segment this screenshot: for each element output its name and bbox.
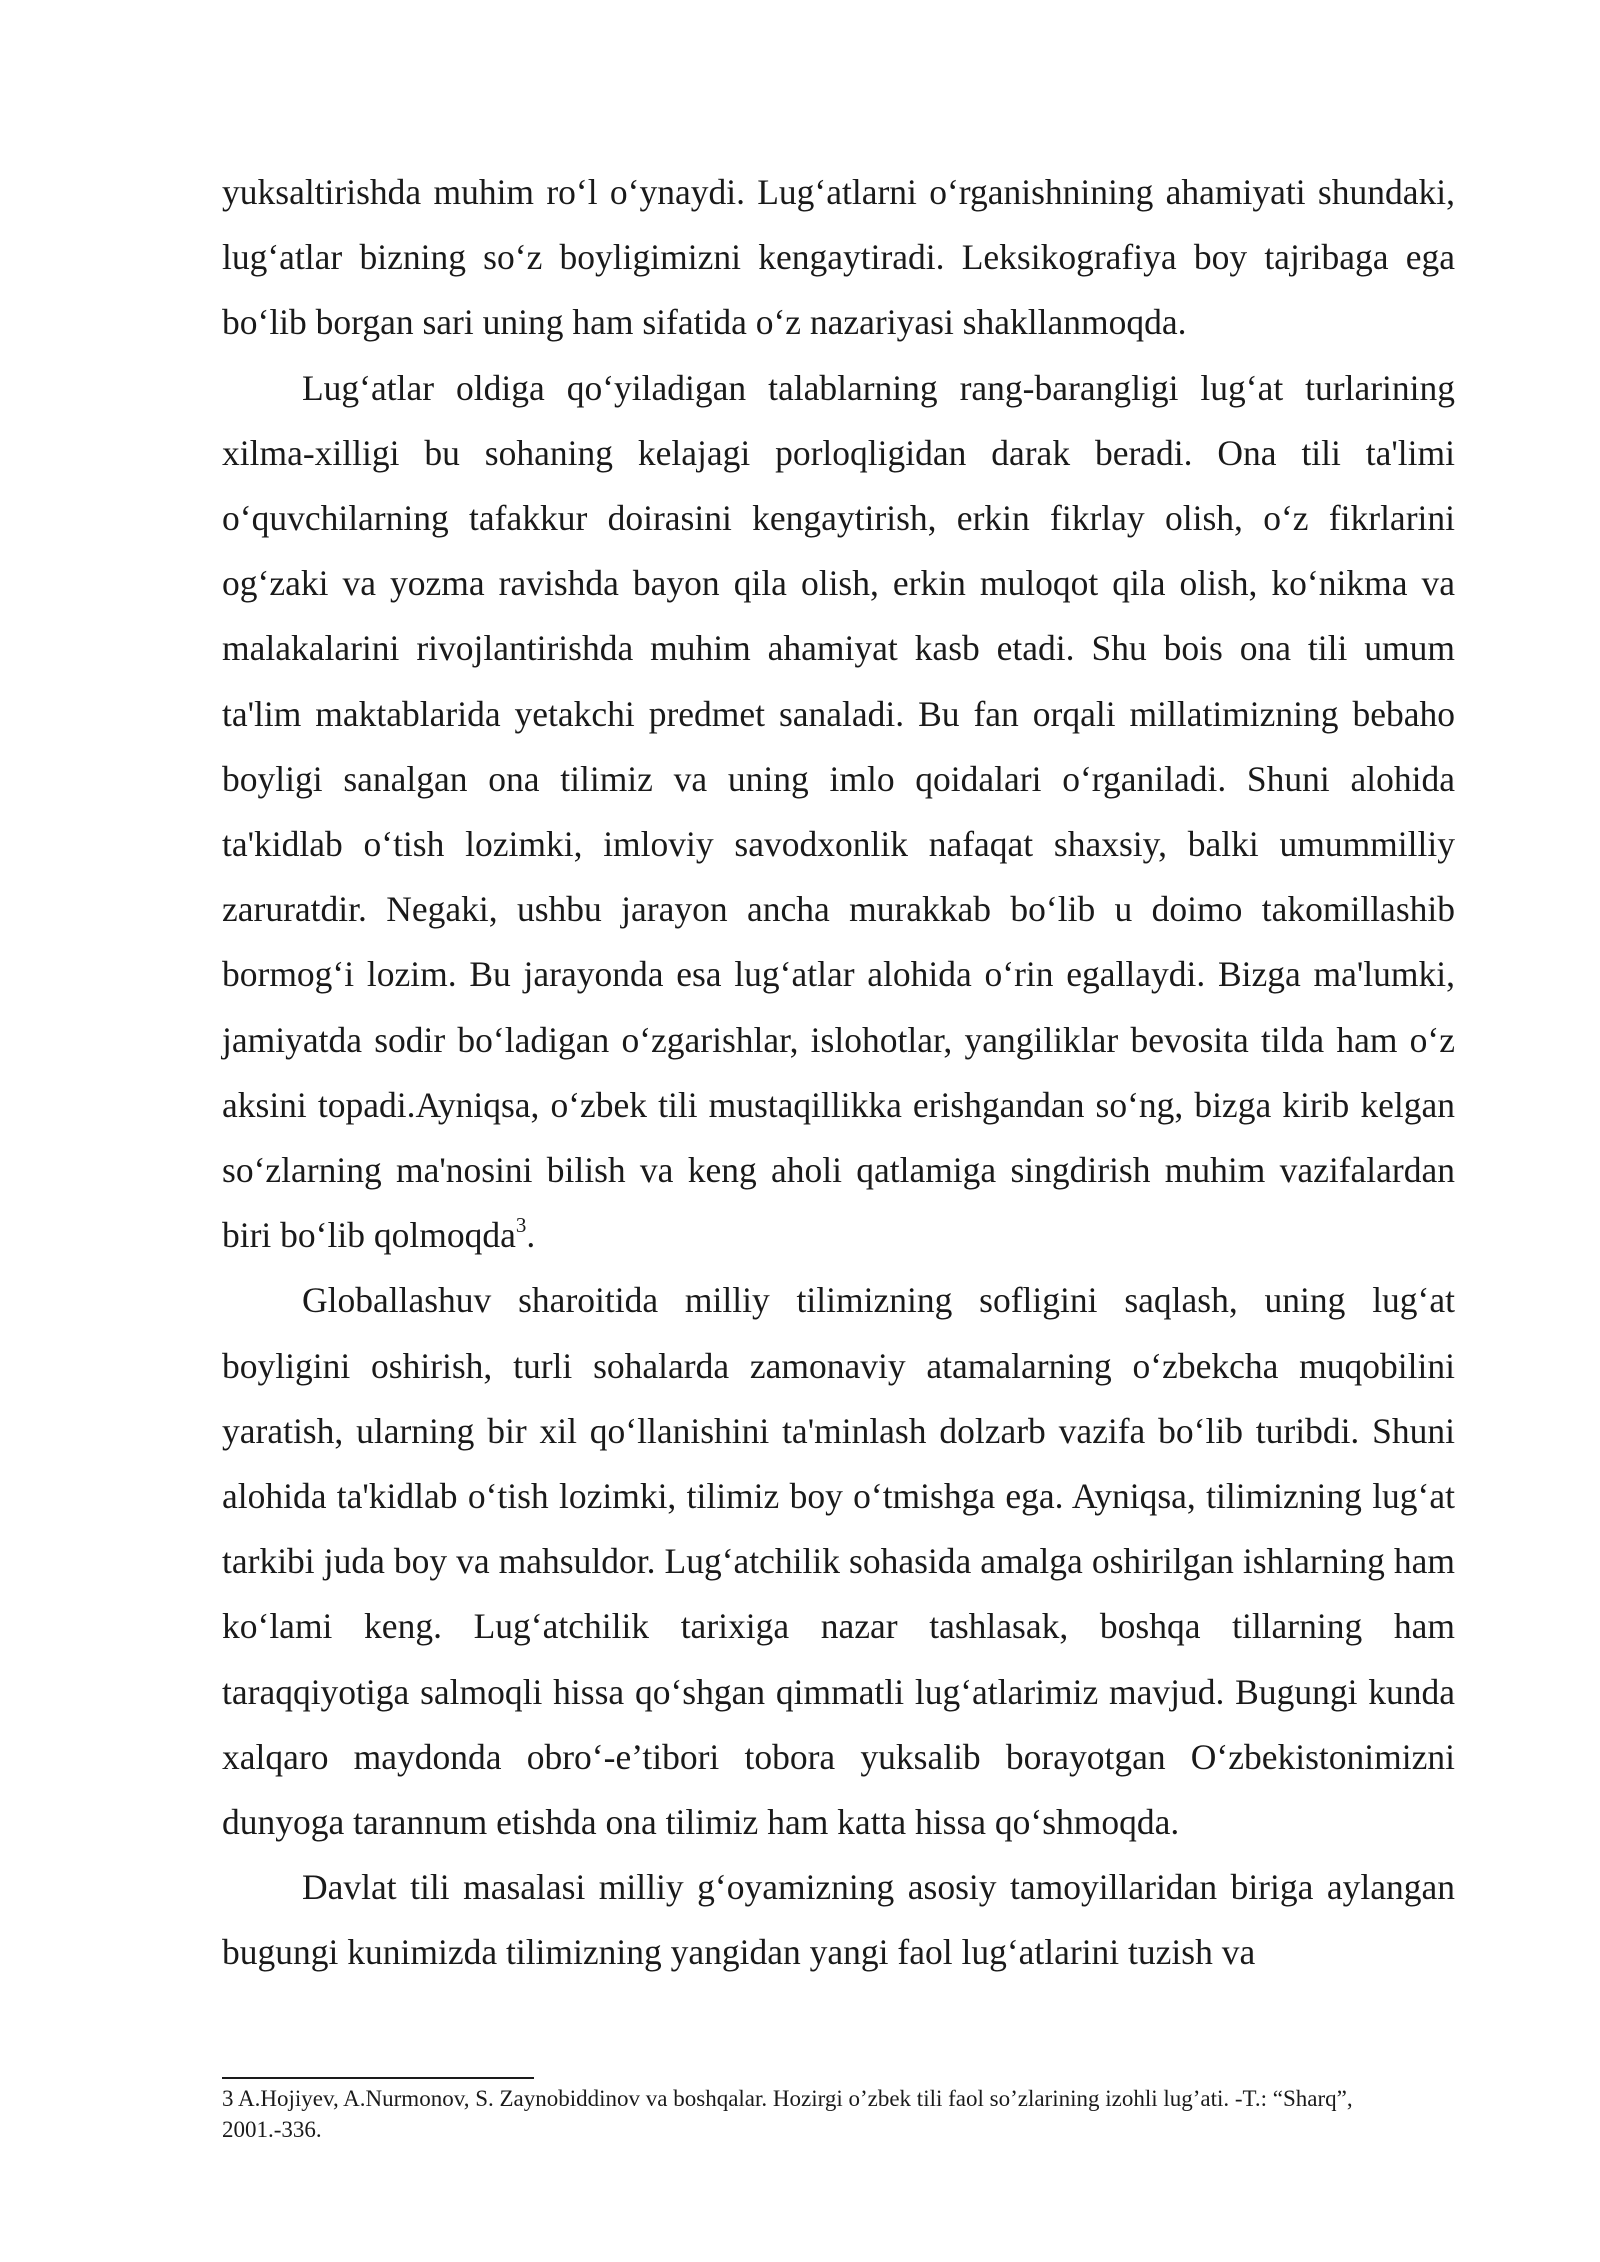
paragraph-4 xyxy=(222,1855,1455,1985)
paragraph-3-text: Globallashuv sharoitida milliy tilimizning sofligini saqlash, uning lug‘at boyligini oshirish, turli sohalarda zamonaviy atamalarning o‘zbekcha muqobilini yaratish, ularning bir xil qo‘llanishini ta'minlash dolzarb vazifa bo‘lib turibdi. Shuni alohida ta'kidlab o‘tish lozimki, tilimiz boy o‘tmishga ega. Ayniqsa, tilimizning lug‘at tarkibi juda boy va mahsuldor. Lug‘atchilik sohasida amalga oshirilgan ishlarning ham ko‘lami keng. Lug‘atchilik tarixiga nazar tashlasak, boshqa tillarning ham taraqqiyotiga salmoqli hissa qo‘shgan qimmatli lug‘atlarimiz mavjud. Bugungi kunda xalqaro maydonda obro‘-e’tibori tobora yuksalib borayotgan O‘zbekistonimizni dunyoga tarannum etishda ona tilimiz ham katta hissa qo‘shmoqda. xyxy=(222,1280,1455,1843)
paragraph-2-text: Lug‘atlar oldiga qo‘yiladigan talablarning rang-barangligi lug‘at turlarining xilma-xilligi bu sohaning kelajagi porloqligidan darak beradi. Ona tili ta'limi o‘quvchilarning tafakkur doirasini kengaytirish, erkin fikrlay olish, o‘z fikrlarini og‘zaki va yozma ravishda bayon qila olish, erkin muloqot qila olish, ko‘nikma va malakalarini rivojlantirishda muhim ahamiyat kasb etadi. Shu bois ona tili umum ta'lim maktablarida yetakchi predmet sanaladi. Bu fan orqali millatimizning bebaho boyligi sanalgan ona tilimiz va uning imlo qoidalari o‘rganiladi. Shuni alohida ta'kidlab o‘tish lozimki, imloviy savodxonlik nafaqat shaxsiy, balki umummilliy zaruratdir. Negaki, ushbu jarayon ancha murakkab bo‘lib u doimo takomillashib bormog‘i lozim. Bu jarayonda esa lug‘atlar alohida o‘rin egallaydi. Bizga ma'lumki, jamiyatda sodir bo‘ladigan o‘zgarishlar, islohotlar, yangiliklar bevosita tilda ham o‘z aksini topadi.Ayniqsa, o‘zbek tili mustaqillikka erishgandan so‘ng, bizga kirib kelgan so‘zlarning ma'nosini bilish va keng aholi qatlamiga singdirish muhim vazifalardan biri bo‘lib qolmoqda xyxy=(222,367,1455,1256)
document-body xyxy=(222,160,1455,1986)
paragraph-1 xyxy=(222,160,1455,356)
footnote xyxy=(222,2083,1455,2145)
paragraph-3 xyxy=(222,1268,1455,1855)
paragraph-2-end: . xyxy=(526,1215,536,1256)
footnote-reference[interactable]: 3 xyxy=(515,1213,527,1238)
footnote-text: 3 A.Hojiyev, A.Nurmonov, S. Zaynobiddinov va boshqalar. Hozirgi o’zbek tili faol so’zlarining izohli lug’ati. -T.: “Sharq”, 2001.-336. xyxy=(222,2086,1353,2142)
paragraph-1-text: yuksaltirishda muhim ro‘l o‘ynaydi. Lug‘atlarni o‘rganishnining ahamiyati shundaki, lug‘atlar bizning so‘z boyligimizni kengaytiradi. Leksikografiya boy tajribaga ega bo‘lib borgan sari uning ham sifatida o‘z nazariyasi shakllanmoqda. xyxy=(222,172,1455,343)
paragraph-2 xyxy=(222,356,1455,1269)
paragraph-4-text: Davlat tili masalasi milliy g‘oyamizning asosiy tamoyillaridan biriga aylangan bugungi kunimizda tilimizning yangidan yangi faol lug‘atlarini tuzish va xyxy=(222,1867,1455,1973)
footnote-separator xyxy=(222,2077,534,2079)
